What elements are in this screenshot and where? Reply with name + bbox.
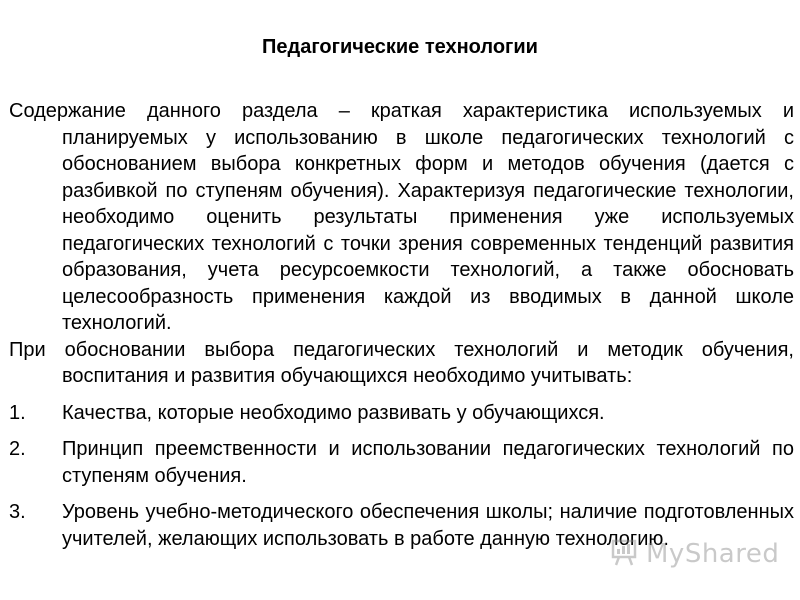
list-item-number: 2.: [9, 438, 26, 460]
list-item-number: 1.: [9, 401, 26, 424]
list-item-text: Уровень учебно-методического обеспечения школы; наличие подготовленных учителей, желающих использовать в работе данную технологию.: [62, 501, 794, 550]
list-item: [9, 436, 794, 489]
page-title: Педагогические технологии: [262, 36, 538, 58]
watermark-text: MyShared: [646, 539, 780, 569]
intro-paragraph: Содержание данного раздела – краткая характеристика используемых и планируемых у использованию в школе педагогических технологий с обоснованием выбора конкретных форм и методов обучения (дается с разбивкой по ступеням обучения). Характеризуя педагогические технологии, необходимо оценить результаты применения уже используемых педагогических технологий с точки зрения современных тенденций развития образования, учета ресурсоемкости технологий, а также обосновать целесообразность применения каждой из вводимых в данной школе технологий.: [9, 100, 794, 334]
list-item-number: 3.: [9, 501, 26, 523]
presentation-board-icon: [610, 537, 640, 572]
list-item: [9, 400, 794, 427]
list-item-text: Качества, которые необходимо развивать у обучающихся.: [62, 401, 605, 424]
watermark-logo: [610, 538, 779, 570]
criteria-paragraph: При обосновании выбора педагогических технологий и методик обучения, воспитания и развития обучающихся необходимо учитывать:: [9, 338, 794, 387]
document-body: [9, 98, 794, 552]
list-item-text: Принцип преемственности и использовании педагогических технологий по ступеням обучения.: [62, 438, 794, 487]
numbered-list: [9, 400, 794, 553]
